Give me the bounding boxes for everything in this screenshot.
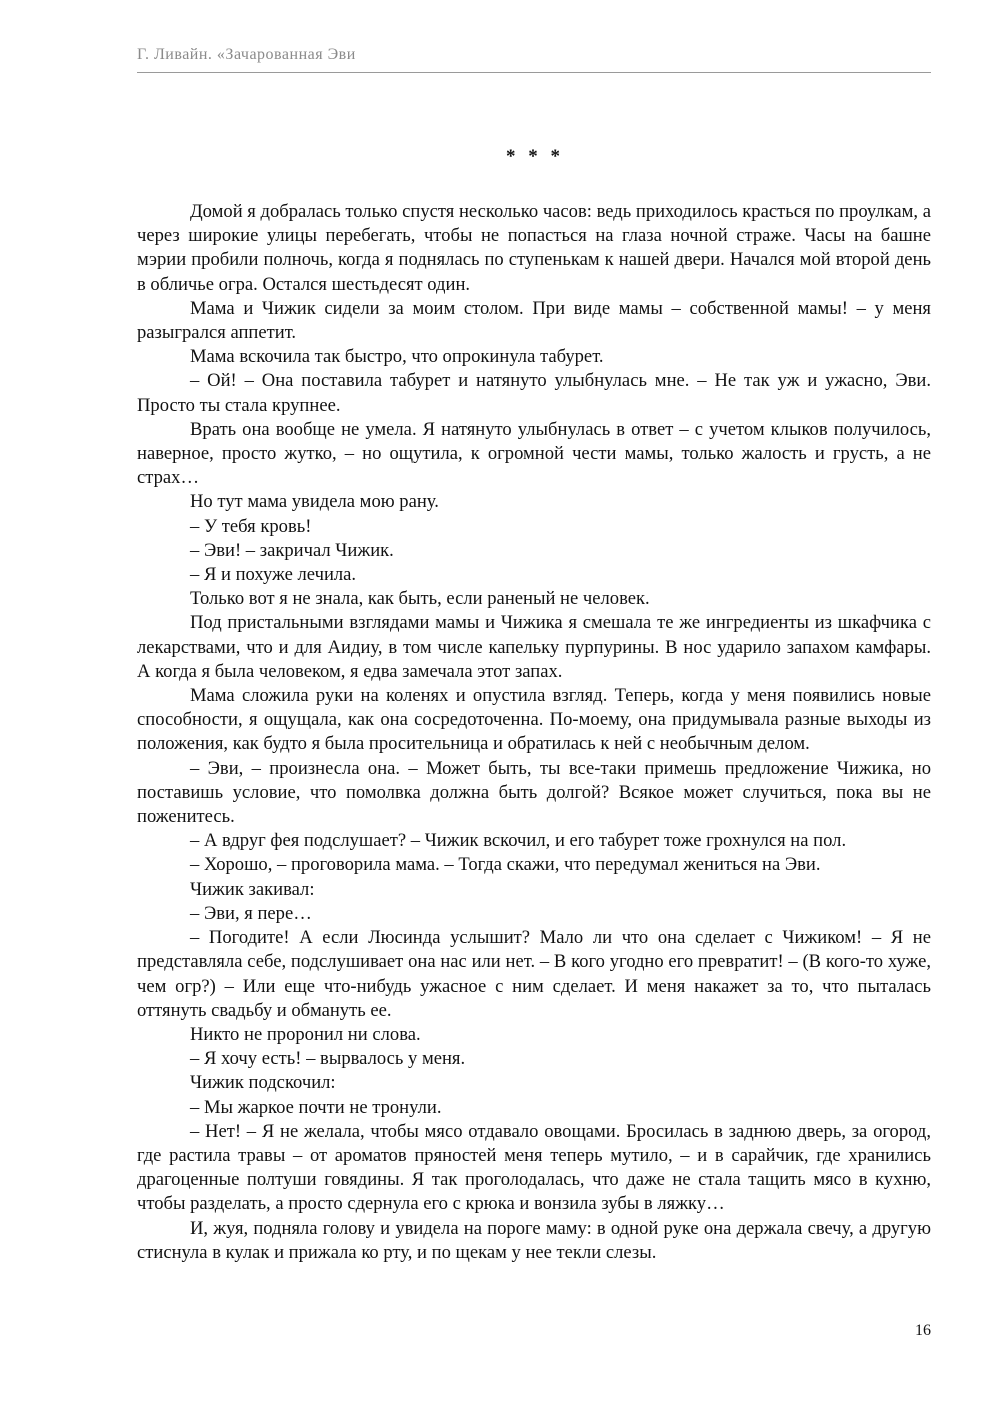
paragraph: Чижик подскочил: <box>190 1072 336 1094</box>
paragraph: – Я хочу есть! – вырвалось у меня. <box>190 1048 466 1070</box>
section-separator: * * * <box>506 146 564 167</box>
header-divider <box>137 72 931 73</box>
paragraph: Домой я добралась только спустя несколько часов: ведь приходилось красться по проулкам, а через широкие улицы перебегать, чтобы не попасться на глаза ночной страже. Часы на башне мэрии пробили полночь, когда я поднялась по ступенькам к нашей двери. Начался мой второй день в обличье огра. Остался шестьдесят один. <box>137 201 931 295</box>
paragraph: – Ой! – Она поставила табурет и натянуто улыбнулась мне. – Не так уж и ужасно, Эви. Просто ты стала крупнее. <box>137 370 931 416</box>
paragraph: – Погодите! А если Люсинда услышит? Мало ли что она сделает с Чижиком! – Я не представляла себе, подслушивает она нас или нет. – В кого угодно его превратит! – (В кого-то хуже, чем огр?) – Или еще что-нибудь ужасное с ним сделает. И меня накажет за то, что пыталась оттянуть свадьбу и обмануть ее. <box>137 927 931 1021</box>
page-number: 16 <box>915 1322 931 1339</box>
body-text <box>137 200 931 1265</box>
paragraph: – Эви, я пере… <box>190 902 312 924</box>
paragraph: Врать она вообще не умела. Я натянуто улыбнулась в ответ – с учетом клыков получилось, наверное, просто жутко, – но ощутила, к огромной чести мамы, только жалость и грусть, а не страх… <box>137 418 931 489</box>
paragraph: Чижик закивал: <box>190 878 315 900</box>
paragraph: – У тебя кровь! <box>190 515 312 537</box>
paragraph: – А вдруг фея подслушает? – Чижик вскочил, и его табурет тоже грохнулся на пол. <box>190 830 847 852</box>
paragraph: Мама вскочила так быстро, что опрокинула табурет. <box>190 346 604 368</box>
paragraph: – Эви! – закричал Чижик. <box>190 539 394 561</box>
paragraph: – Нет! – Я не желала, чтобы мясо отдавало овощами. Бросилась в заднюю дверь, за огород, где растила травы – от ароматов пряностей меня теперь мутило, – и в сарайчик, где хранились драгоценные полтуши говядины. Я так проголодалась, что даже не стала тащить мясо в кухню, чтобы разделать, а просто сдернула его с крюка и вонзила зубы в ляжку… <box>137 1120 931 1215</box>
paragraph: – Хорошо, – проговорила мама. – Тогда скажи, что передумал жениться на Эви. <box>190 854 821 876</box>
paragraph: Мама сложила руки на коленях и опустила взгляд. Теперь, когда у меня появились новые способности, я ощущала, как она сосредоточенна. По-моему, она придумывала разные выходы из положения, как будто я была просительница и обратилась к ней с необычным делом. <box>137 685 931 755</box>
paragraph: – Я и похуже лечила. <box>190 564 357 586</box>
paragraph: Но тут мама увидела мою рану. <box>190 491 439 513</box>
paragraph: Только вот я не знала, как быть, если раненый не человек. <box>190 588 650 610</box>
running-header: Г. Ливайн. «Зачарованная Эви <box>137 46 356 63</box>
paragraph: – Эви, – произнесла она. – Может быть, ты все-таки примешь предложение Чижика, но поставишь условие, что помолвка должна быть долгой? Всякое может случиться, пока вы не поженитесь. <box>137 757 931 828</box>
paragraph: Мама и Чижик сидели за моим столом. При виде мамы – собственной мамы! – у меня разыгрался аппетит. <box>137 297 931 344</box>
paragraph: И, жуя, подняла голову и увидела на пороге маму: в одной руке она держала свечу, а другую стиснула в кулак и прижала ко рту, и по щекам у нее текли слезы. <box>137 1217 931 1263</box>
paragraph: Под пристальными взглядами мамы и Чижика я смешала те же ингредиенты из шкафчика с лекарствами, что и для Аидиу, в том числе капельку пурпурины. В нос ударило запахом камфары. А когда я была человеком, я едва замечала этот запах. <box>137 612 931 682</box>
paragraph: – Мы жаркое почти не тронули. <box>190 1096 442 1118</box>
paragraph: Никто не проронил ни слова. <box>190 1023 421 1045</box>
